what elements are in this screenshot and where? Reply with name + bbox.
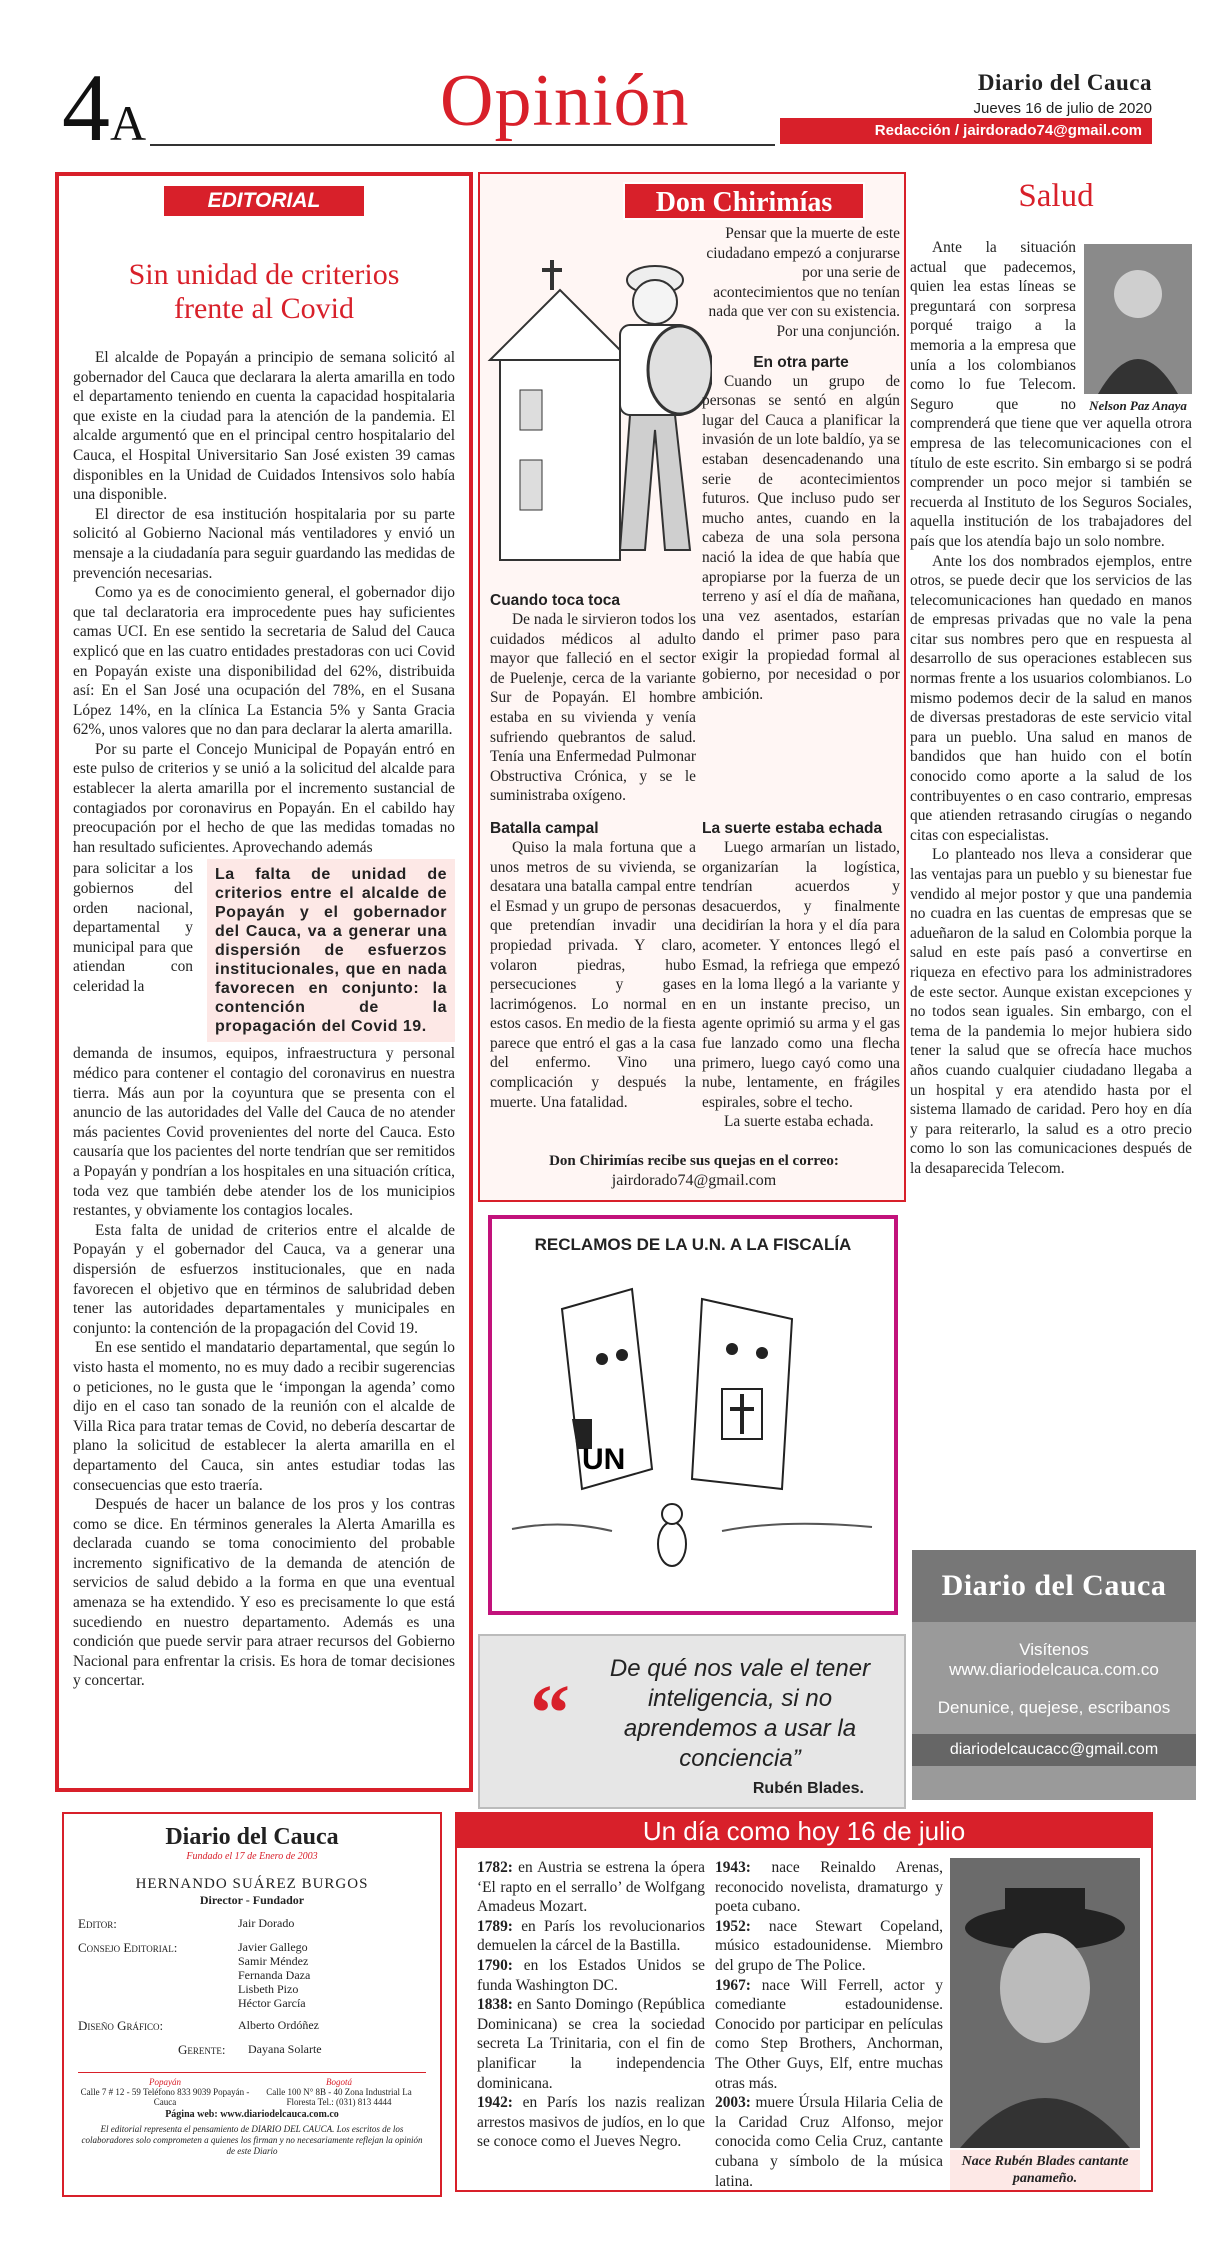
blades-caption: Nace Rubén Blades cantante panameño. [950, 2150, 1140, 2190]
editorial-box [55, 172, 473, 1792]
editorial-paragraph: demanda de insumos, equipos, infraestructura y personal médico para contener el contagio del coronavirus en nuestra tierra. Más aun por la coyuntura que se presenta con el anuncio de las autoridades del Valle del Cauca de no atender más pacientes Covid provenientes del norte del Cauca. Esto causaría que los pacientes del norte tendrían que ser remitidos a Popayán y pondrían a los hospitales en una situación crítica, toda vez que también debe atender los de los municipios restantes, y obviamente los contagios locales. [73, 1045, 455, 1220]
undia-column-2 [715, 1858, 943, 2191]
staff-city: Popayán [149, 2077, 181, 2087]
ad-brand: Diario del Cauca [912, 1550, 1196, 1622]
event-item: 1789: en París los revolucionarios demuelen la cárcel de la Bastilla. [477, 1917, 705, 1955]
staff-website[interactable]: Página web: www.diariodelcauca.com.co [165, 2109, 339, 2120]
chirimias-column-left [490, 586, 696, 1112]
salud-paragraph: Lo planteado nos lleva a considerar que las ventajas para un pueblo y su bienestar fue vendido al mejor postor y que una pandemia no cuadra en las cuentas de empresas que se adueñaron de la salud en Colombia porque la salud en este país pasó a convertirse en riqueza en efectivo para los administradores de este sector. Aunque existan excepciones y no todos sean iguales. Sin embargo, con el tema de la pandemia lo mejor hubiera sido tener la salud que se ofrecía hace muchos años cuando cualquier ciudadano llegaba a un hospital y era atendido hasta por el sistema llamado de caridad. Pero hoy en día y para reiterarlo, la salud es a otro precio como lo son las comunicaciones después de la desaparecida Telecom. [910, 846, 1192, 1177]
section-title: Opinión [440, 60, 690, 142]
quote-mark-icon: “ [530, 1670, 570, 1758]
redaccion-contact: Redacción / jairdorado74@gmail.com [780, 118, 1152, 144]
editorial-paragraph: El alcalde de Popayán a principio de semana solicitó al gobernador del Cauca que declarara la alerta amarilla en todo el departamento teniendo en cuenta la capacidad hospitalaria que existe en la ciudad para la atención de la pandemia. El alcalde argumentó que en el principal centro hospitalario del Cauca, el Hospital Universitario San José existen 39 camas disponibles en la Unidad de Cuidados Intensivos solo había una disponible. [73, 349, 455, 504]
staff-founder: HERNANDO SUÁREZ BURGOS [135, 1876, 369, 1892]
chirimias-footer [490, 1152, 898, 1190]
undia-title: Un día como hoy 16 de julio [457, 1814, 1151, 1848]
editorial-title: Sin unidad de criterios frente al Covid [128, 258, 400, 325]
staff-box [62, 1812, 442, 2197]
ad-visit: Visítenos www.diariodelcauca.com.co [912, 1640, 1196, 1680]
staff-label: Consejo Editorial: [78, 1940, 178, 1955]
staff-value: Jair Dorado [238, 1916, 295, 1930]
chirimias-subhead: En otra parte [753, 353, 849, 371]
drummer-illustration [480, 220, 712, 570]
staff-brand: Diario del Cauca [165, 1824, 339, 1850]
editorial-pullquote: La falta de unidad de criterios entre el alcalde de Popayán y el gobernador del Cauca, va a generar una dispersión de esfuerzos institucionales, que en nada favorecen en conjunto: la contención de la propagación del Covid 19. [207, 859, 455, 1042]
page-number: 4A [62, 54, 147, 161]
salud-column [910, 238, 1192, 1179]
undia-column-1 [477, 1858, 705, 2152]
cartoon-box [488, 1215, 898, 1615]
diario-ad [912, 1550, 1196, 1800]
staff-value: Dayana Solarte [248, 2042, 322, 2056]
editorial-paragraph: Esta falta de unidad de criterios entre el alcalde de Popayán y el gobernador del Cauca, va a generar una dispersión de esfuerzos institucionales, que en nada favorecen el objetivo que en términos de salubridad deben tener las autoridades departamentales y municipales en conjunto: la contención de la propagación del Covid 19. [73, 1221, 455, 1337]
chirimias-footer-email: jairdorado74@gmail.com [611, 1172, 777, 1189]
salud-paragraph: Ante los dos nombrados ejemplos, entre otros, se puede decir que los servicios de las telecomunicaciones han quedado en manos de empresas privadas que no vale la pena citar sus nombres pero que en respuesta al desarrollo de sus operaciones establecen sus normas frente a los usuarios colombianos. Lo mismo podemos decir de la salud en manos de diversas prestadoras de este servicio vital para un pueblo. Una salud en manos de bandidos que han huido con el botín conocido como aporte a la salud de los contribuyentes o en caso contrario, empresas que atienden retrasando cirugías o negando citas con especialistas. [910, 552, 1192, 844]
editorial-paragraph: Después de hacer un balance de los pros y los contras como se dice. En términos generales la Alerta Amarilla es declarada cuando se toma conocimiento del probable incremento significativo de la demanda de atención de servicios de salud debido a la forma en que una eventual amenaza se ha extendido. Y eso es precisamente lo que está sucediendo en nuestro departamento. Además es una condición que puede servir para atraer recursos del Gobierno Nacional para enfrentar la crisis. Es hora de tomar decisiones y concertar. [73, 1496, 455, 1690]
staff-disclaimer: El editorial representa el pensamiento de DIARIO DEL CAUCA. Los escritos de los colaboradores solo comprometen a quienes los firman y no necesariamente reflejan la opinión de este Diario [81, 2124, 423, 2156]
quote-scroll [478, 1634, 906, 1809]
chirimias-paragraph: La suerte estaba echada. [724, 1113, 874, 1131]
chirimias-subhead: Batalla campal [490, 819, 599, 837]
ad-denounce: Denunice, quejese, escribanos [937, 1698, 1171, 1717]
event-item: 1790: en los Estados Unidos se funda Washington DC. [477, 1956, 705, 1994]
chirimias-paragraph: Luego armarían un listado, organizarían la logística, tendrían acuerdos y desacuerdos, y finalmente decidirían la hora y el día para acometer. Y entonces llegó el Esmad, la refriega que empezó en la loma llegó a la variante y en un instante preciso, un agente oprimió su arma y el gas fue lanzado como una flecha primero, luego cayó como una nube, lentamente, en frágiles espirales, sobre el techo. [702, 839, 900, 1111]
issue-date: Jueves 16 de julio de 2020 [973, 100, 1152, 117]
editorial-paragraph: El director de esa institución hospitalaria por su parte solicitó al Gobierno Nacional más ventiladores y envió un mensaje a la ciudadanía para seguir guardando las medidas de prevención necesarias. [73, 505, 455, 582]
cartoon-drawing [502, 1269, 884, 1599]
chirimias-tag: Don Chirimías [623, 182, 865, 220]
staff-founded: Fundado el 17 de Enero de 2003 [186, 1851, 318, 1862]
chirimias-subhead: Cuando toca toca [490, 592, 621, 609]
chirimias-paragraph: De nada le sirvieron todos los cuidados médicos al adulto mayor que falleció en el sector de Puelenje, cerca de la variante Sur de Popayán. El hombre estaba en su vivienda y venía sufriendo quebrantos de salud. Tenía una Enfermedad Pulmonar Obstructiva Crónica, y se le suministraba oxígeno. [490, 611, 696, 805]
chirimias-box [478, 172, 906, 1202]
cartoon-un-label: UN [582, 1443, 626, 1476]
event-item: 1782: en Austria se estrena la ópera ‘El rapto en el serrallo’ de Wolfgang Amadeus Mozart. [477, 1859, 705, 1916]
quote-text: De qué nos vale el tener inteligencia, si no aprendemos a usar la conciencia” [609, 1655, 871, 1772]
author-photo-block [1084, 244, 1192, 413]
masthead-brand: Diario del Cauca [977, 70, 1152, 95]
undia-box [455, 1812, 1153, 2192]
editorial-paragraph: Por su parte el Concejo Municipal de Popayán entró en este pulso de criterios y se unió a la solicitud del alcalde para establecer la alerta amarilla por el incremento sustancial de contagiados por coronavirus en Popayán. En el cabildo hay preocupación por el hecho de que las medidas tomadas no han resultado suficientes. Aprovechando además [73, 740, 455, 856]
editorial-paragraph: En ese sentido el mandatario departamental, que según lo visto hasta el momento, no es muy dado a recibir sugerencias o peticiones, no le gusta que le ‘impongan la agenda’ como dijo en el caso tan sonado de la reunión con el alcalde de Villa Rica para tratar temas de Covid, no debería descartar de plano la solicitud de establecer la alerta amarilla en el departamento del Cauca, sin antes estudiar todas las consecuencias que esto traería. [73, 1339, 455, 1494]
staff-address: Calle 7 # 12 - 59 Teléfono 833 9039 Popayán - Cauca [80, 2087, 250, 2107]
staff-value: Alberto Ordóñez [238, 2018, 319, 2032]
cartoon-title: RECLAMOS DE LA U.N. A LA FISCALÍA [534, 1235, 852, 1254]
staff-label: Editor: [78, 1916, 117, 1931]
chirimias-subhead: La suerte estaba echada [702, 820, 883, 837]
chirimias-paragraph: Quiso la mala fortuna que a unos metros de su vivienda, se desatara una batalla campal entre el Esmad y un grupo de personas que pretendían invadir una propiedad privada. Y claro, volaron piedras, hubo persecuciones y gases lacrimógenos. Lo normal en estos casos. En medio de la fiesta parece que entró el gas a la casa del enfermo. Vino una complicación y después la muerte. Una fatalidad. [490, 838, 696, 1111]
blades-photo [950, 1858, 1140, 2148]
chirimias-footer-text: Don Chirimías recibe sus quejas en el correo: [549, 1153, 839, 1169]
event-item: 1943: nace Reinaldo Arenas, reconocido novelista, dramaturgo y poeta cubano. [715, 1859, 943, 1916]
staff-value: Javier Gallego Samir Méndez Fernanda Daza Lisbeth Pizo Héctor García [238, 1940, 311, 2010]
staff-city: Bogotá [326, 2077, 352, 2087]
author-photo [1084, 244, 1192, 394]
chirimias-paragraph: Cuando un grupo de personas se sentó en algún lugar del Cauca a planificar la invasión de un lote baldío, ya se estaban desencadenando una serie de acontecimientos futuros. Que incluso pudo ser mucho antes, cuando en la cabeza de una sola persona nació la idea de que había que apropiarse por la fuerza de un terreno y así el día de mañana, una vez asentados, estarían dando el primer paso para exigir la propiedad formal al gobierno, por necesidad o por ambición. [702, 372, 900, 704]
chirimias-column-right-lower [702, 814, 900, 1132]
ad-website[interactable]: www.diariodelcauca.com.co [949, 1660, 1159, 1679]
editorial-narrow-text: para solicitar a los gobiernos del orden nacional, departamental y municipal para que atiendan con celeridad la [73, 860, 193, 995]
event-item: 1942: en París los nazis realizan arrestos masivos de judíos, en lo que se conoce como el Jueves Negro. [477, 2094, 705, 2151]
staff-label: Gerente: [178, 2042, 226, 2057]
salud-paragraph: Ante la situación actual que padecemos, quien lea estas líneas se preguntará con sorpresa porqué traigo a la memoria a la empresa que unía a los colombianos como lo fue Telecom. Seguro que no comprenderá que tiene que ver aquella otrora empresa de las telecomunicaciones con el título de este escrito. Sin embargo si se podrá comprender un poco mejor si también se recuerda al Instituto de los Seguros Sociales, aquella institución de los trabajadores del país que los atendía bajo un solo nombre. [910, 239, 1192, 550]
event-item: 1952: nace Stewart Copeland, músico estadounidense. Miembro del grupo de The Police. [715, 1917, 943, 1974]
staff-addresses [78, 2072, 426, 2107]
staff-address: Calle 100 N° 8B - 40 Zona Industrial La Floresta Tel.: (031) 813 4444 [266, 2087, 412, 2107]
editorial-body [73, 348, 455, 1691]
ad-email[interactable]: diariodelcaucacc@gmail.com [912, 1734, 1196, 1766]
chirimias-intro: Pensar que la muerte de este ciudadano empezó a conjurarse por una serie de acontecimientos que no tenían nada que ver con su existencia. Por una conjunción. [706, 225, 900, 340]
chirimias-column-right [702, 224, 900, 705]
event-item: 1838: en Santo Domingo (República Dominicana) se crea la sociedad secreta La Trinitaria, con el fin de planificar la independencia dominicana. [477, 1996, 705, 2092]
staff-label: Diseño Gráfico: [78, 2018, 164, 2033]
event-item: 1967: nace Will Ferrell, actor y comediante estadounidense. Conocido por participar en películas como Step Brothers, Anchorman, The Other Guys, Elf, entre muchas otras más. [715, 1976, 943, 2092]
author-caption: Nelson Paz Anaya [1089, 398, 1187, 413]
staff-founder-role: Director - Fundador [199, 1893, 305, 1907]
quote-author: Rubén Blades. [752, 1780, 864, 1797]
editorial-tag: EDITORIAL [164, 186, 364, 216]
event-item: 2003: muere Úrsula Hilaria Celia de la Caridad Cruz Alfonso, mejor conocida como Celia Cruz, cantante cubana y símbolo de la música latina. [715, 2094, 943, 2190]
header-rule [150, 144, 775, 146]
salud-title: Salud [1018, 178, 1094, 214]
editorial-paragraph: Como ya es de conocimiento general, el gobernador dijo que tal declaratoria era improcedente pues hay suficientes camas UCI. En ese sentido la secretaria de Salud del Cauca explicó que en las cuatro entidades prestadoras con uci Covid en Popayán existe una disponibilidad del 62%, distribuida así: En el San José una ocupación del 78%, en el Susana López 14%, en la clínica La Estancia 5% y Santa Gracia 62%, unos valores que no dan para declarar la alerta amarilla. [73, 584, 455, 739]
